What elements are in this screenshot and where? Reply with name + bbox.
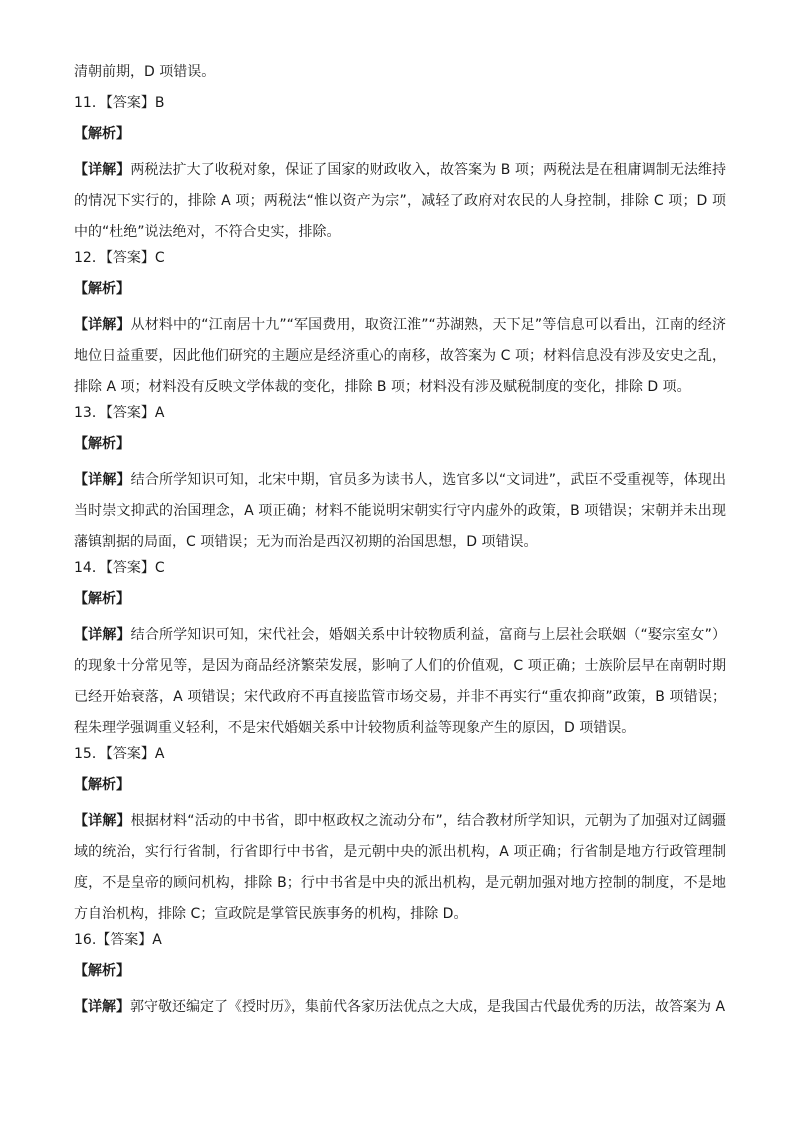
analysis-label: 【解析】 bbox=[74, 281, 130, 297]
answer-line: 13．【答案】A bbox=[74, 405, 165, 421]
detail-label: 【详解】 bbox=[74, 627, 131, 643]
answer-item bbox=[74, 744, 726, 930]
answer-line: 14．【答案】C bbox=[74, 560, 165, 576]
detail-label: 【详解】 bbox=[74, 472, 131, 488]
detail-paragraph bbox=[74, 155, 726, 248]
detail-paragraph bbox=[74, 465, 726, 558]
detail-label: 【详解】 bbox=[74, 317, 131, 333]
analysis-label: 【解析】 bbox=[74, 436, 130, 452]
detail-paragraph bbox=[74, 310, 726, 403]
analysis-label: 【解析】 bbox=[74, 126, 130, 142]
analysis-label: 【解析】 bbox=[74, 777, 130, 793]
detail-text: 根据材料“活动的中书省，即中枢政权之流动分布”，结合教材所学知识，元朝为了加强对辽阔疆域的统治，实行行省制，行省即行中书省，是元朝中央的派出机构，A 项正确；行省制是地方行政管理制度，不是皇帝的顾问机构，排除 B；行中书省是中央的派出机构，是元朝加强对地方控制的制度，不是地方自治机构，排除 C；宣政院是掌管民族事务的机构，排除 D。 bbox=[74, 813, 726, 922]
answer-item bbox=[74, 93, 726, 248]
answer-item bbox=[74, 403, 726, 558]
detail-label: 【详解】 bbox=[74, 813, 131, 829]
detail-paragraph bbox=[74, 992, 726, 1023]
answer-line: 12．【答案】C bbox=[74, 250, 165, 266]
detail-text: 结合所学知识可知，北宋中期，官员多为读书人，选官多以“文词进”，武臣不受重视等，体现出当时崇文抑武的治国理念，A 项正确；材料不能说明宋朝实行守内虚外的政策，B 项错误；宋朝并未出现藩镇割据的局面，C 项错误；无为而治是西汉初期的治国思想，D 项错误。 bbox=[74, 472, 726, 550]
analysis-label: 【解析】 bbox=[74, 591, 130, 607]
detail-label: 【详解】 bbox=[74, 162, 131, 178]
document-page bbox=[74, 62, 726, 1023]
detail-text: 郭守敬还编定了《授时历》，集前代各家历法优点之大成，是我国古代最优秀的历法，故答案为 A bbox=[130, 999, 726, 1015]
detail-text: 结合所学知识可知，宋代社会，婚姻关系中计较物质利益，富商与上层社会联姻（“娶宗室女”）的现象十分常见等，是因为商品经济繁荣发展，影响了人们的价值观，C 项正确；士族阶层早在南朝时期已经开始衰落，A 项错误；宋代政府不再直接监管市场交易，并非不再实行“重农抑商”政策，B 项错误；程朱理学强调重义轻利，不是宋代婚姻关系中计较物质利益等现象产生的原因，D 项错误。 bbox=[74, 627, 726, 736]
answer-list bbox=[74, 93, 726, 1023]
detail-text: 两税法扩大了收税对象，保证了国家的财政收入，故答案为 B 项；两税法是在租庸调制无法维持的情况下实行的，排除 A 项；两税法“惟以资产为宗”，减轻了政府对农民的人身控制，排除 C 项；D 项中的“杜绝”说法绝对，不符合史实，排除。 bbox=[74, 162, 726, 240]
detail-text: 从材料中的“江南居十九”“军国费用，取资江淮”“苏湖熟，天下足”等信息可以看出，江南的经济地位日益重要，因此他们研究的主题应是经济重心的南移，故答案为 C 项；材料信息没有涉及安史之乱，排除 A 项；材料没有反映文学体裁的变化，排除 B 项；材料没有涉及赋税制度的变化，排除 D 项。 bbox=[74, 317, 727, 395]
answer-line: 16.【答案】A bbox=[74, 932, 162, 948]
detail-paragraph bbox=[74, 620, 726, 744]
answer-line: 15．【答案】A bbox=[74, 746, 165, 762]
answer-item bbox=[74, 930, 726, 1023]
detail-paragraph bbox=[74, 806, 726, 930]
answer-item bbox=[74, 248, 726, 403]
answer-line: 11．【答案】B bbox=[74, 95, 165, 111]
intro-line: 清朝前期，D 项错误。 bbox=[74, 64, 216, 80]
answer-item bbox=[74, 558, 726, 744]
analysis-label: 【解析】 bbox=[74, 963, 130, 979]
detail-label: 【详解】 bbox=[74, 999, 130, 1015]
